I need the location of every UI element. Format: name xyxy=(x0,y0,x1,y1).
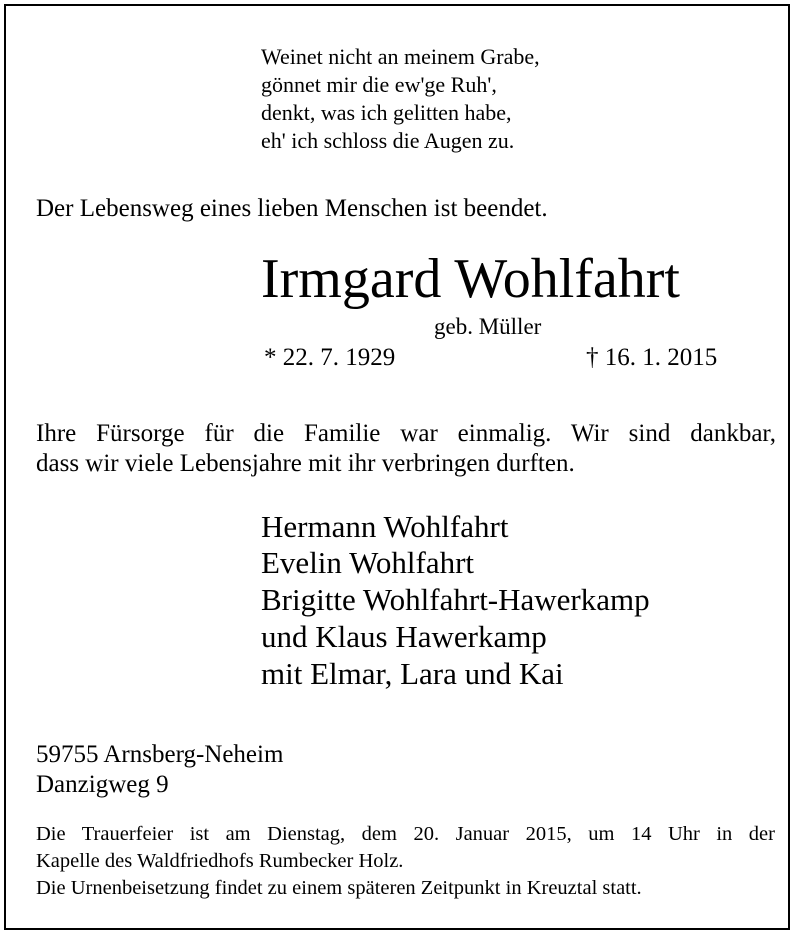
address-city: 59755 Arnsberg-Neheim xyxy=(36,741,284,768)
tribute-line-1: Ihre Fürsorge für die Familie war einmalig. Wir sind dankbar, xyxy=(36,420,776,447)
mourner-3: Brigitte Wohlfahrt-Hawerkamp xyxy=(261,582,650,617)
service-note-line-2: Kapelle des Waldfriedhofs Rumbecker Holz. xyxy=(36,850,404,872)
mourner-1: Hermann Wohlfahrt xyxy=(261,509,509,544)
deceased-name: Irmgard Wohlfahrt xyxy=(261,248,680,310)
poem-line-4: eh' ich schloss die Augen zu. xyxy=(261,128,515,153)
mourner-5: mit Elmar, Lara und Kai xyxy=(261,656,564,691)
tribute-line-2: dass wir viele Lebensjahre mit ihr verbringen durften. xyxy=(36,450,575,477)
address-street: Danzigweg 9 xyxy=(36,771,169,798)
service-note-line-3: Die Urnenbeisetzung findet zu einem späteren Zeitpunkt in Kreuztal statt. xyxy=(36,877,642,899)
maiden-name: geb. Müller xyxy=(434,314,542,339)
intro-text: Der Lebensweg eines lieben Menschen ist beendet. xyxy=(36,195,548,222)
death-date: † 16. 1. 2015 xyxy=(586,344,718,371)
poem-line-3: denkt, was ich gelitten habe, xyxy=(261,100,512,125)
mourner-2: Evelin Wohlfahrt xyxy=(261,545,475,580)
obituary-notice xyxy=(4,4,790,930)
mourner-4: und Klaus Hawerkamp xyxy=(261,619,547,654)
poem-line-2: gönnet mir die ew'ge Ruh', xyxy=(261,72,497,97)
birth-date: * 22. 7. 1929 xyxy=(264,344,396,371)
poem-line-1: Weinet nicht an meinem Grabe, xyxy=(261,44,540,69)
service-note-line-1: Die Trauerfeier ist am Dienstag, dem 20. Januar 2015, um 14 Uhr in der xyxy=(36,823,775,845)
